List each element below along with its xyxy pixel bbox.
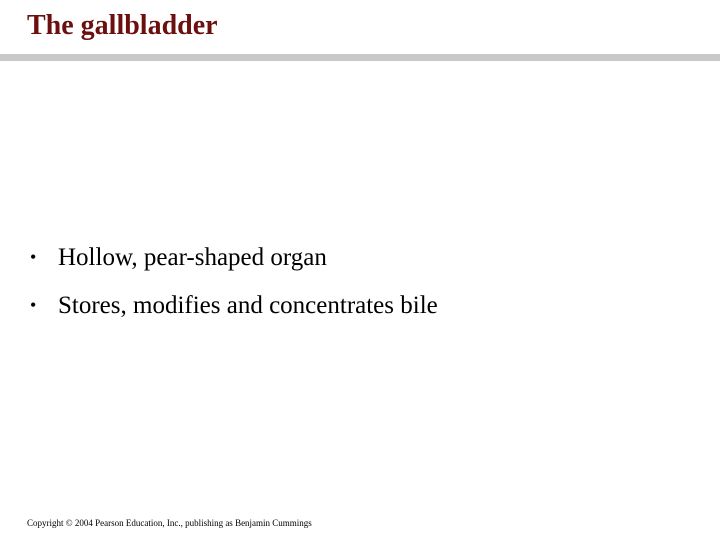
bullet-text: Hollow, pear-shaped organ — [58, 244, 327, 271]
bullet-marker: • — [30, 247, 37, 267]
title-divider — [0, 54, 720, 61]
copyright-footer: Copyright © 2004 Pearson Education, Inc., publishing as Benjamin Cummings — [27, 518, 312, 528]
bullet-item — [30, 244, 438, 292]
bullet-item — [30, 292, 438, 340]
bullet-text: Stores, modifies and concentrates bile — [58, 292, 438, 319]
bullet-list — [30, 244, 438, 340]
bullet-marker: • — [30, 295, 37, 315]
slide-title: The gallbladder — [27, 10, 218, 41]
